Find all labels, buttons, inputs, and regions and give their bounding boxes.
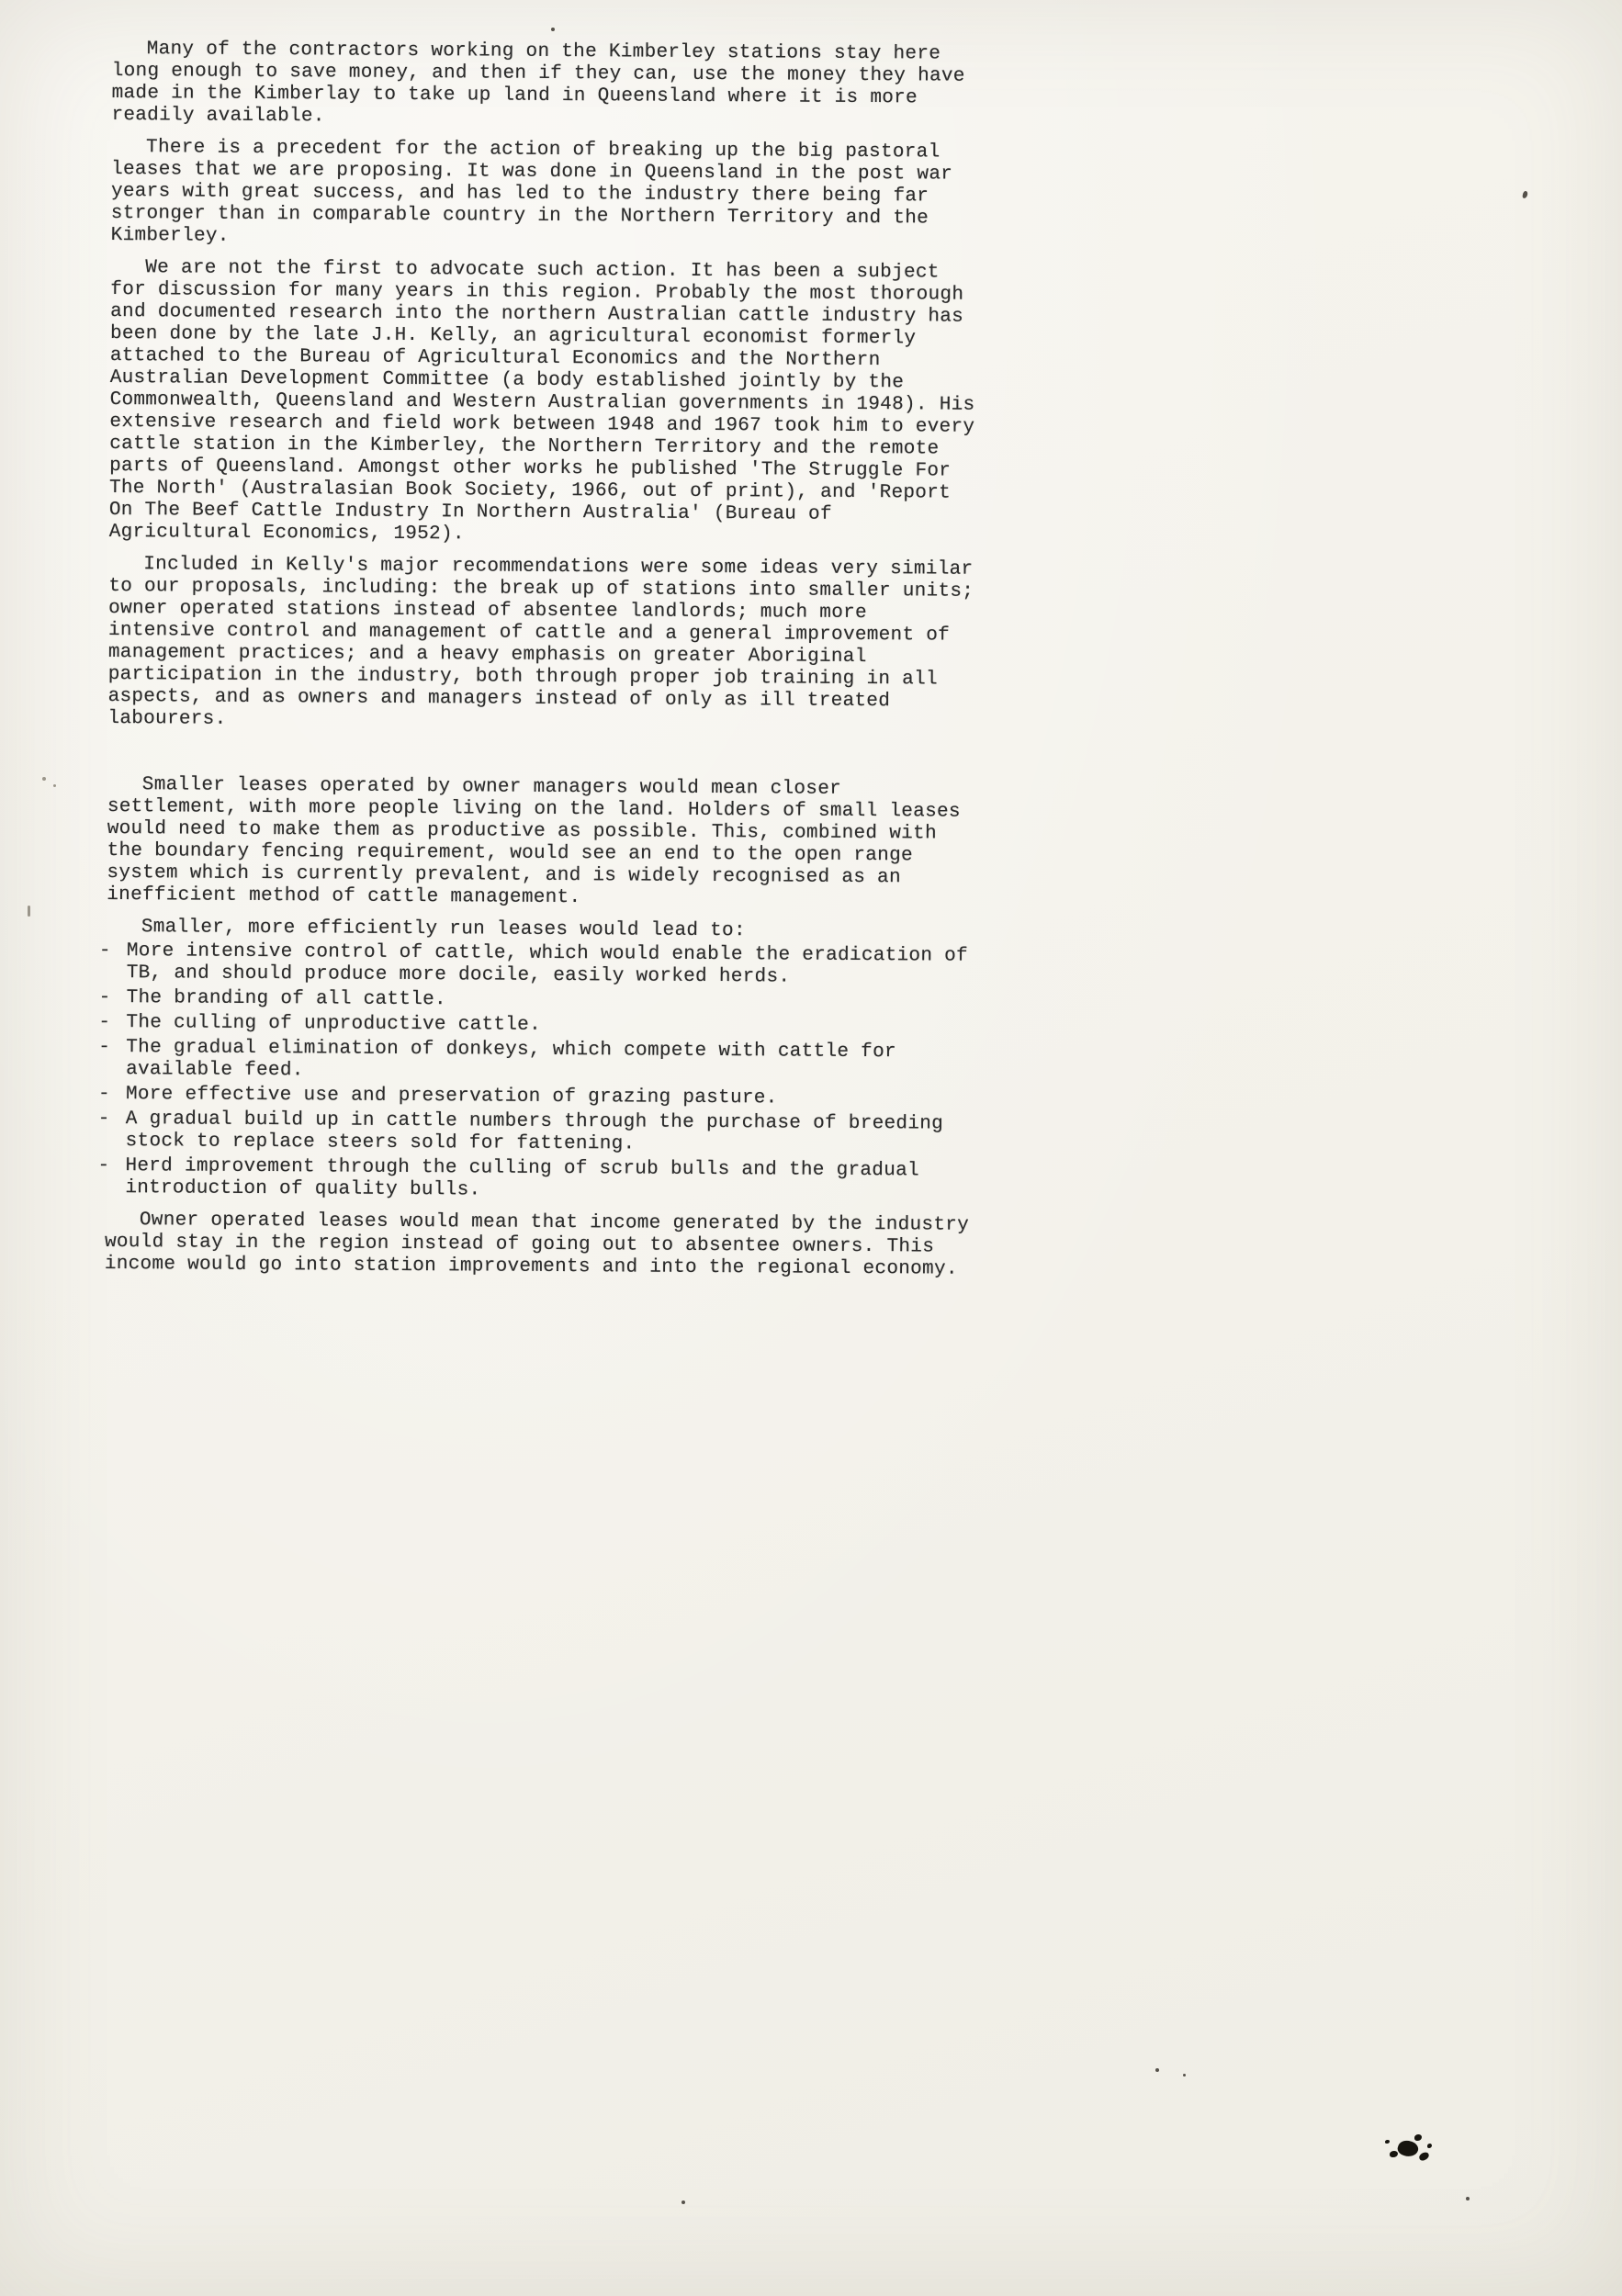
ink-speck — [551, 28, 555, 31]
paragraph-kelly-recommendations: Included in Kelly's major recommendations were some ideas very similar to our proposals, including: the break up of stations into smaller units; owner operated stations instead of absentee landlords; much more intensive control and management of cattle and a general improvement of management practices; and a heavy emphasis on greater Aboriginal participation in the industry, both through proper job training in all aspects, and as owners and managers instead of only as ill treated labourers. — [107, 554, 974, 730]
ink-speck — [1183, 2074, 1186, 2077]
ink-speck — [53, 784, 56, 787]
bullet-text: Herd improvement through the culling of scrub bulls and the gradual introduction of quality bulls. — [125, 1155, 919, 1201]
paragraph-lead-in: Smaller, more efficiently run leases would lead to: — [141, 917, 746, 942]
bullet-item — [98, 1109, 980, 1158]
bullet-text: The culling of unproductive cattle. — [126, 1012, 542, 1036]
bullet-item — [98, 1084, 980, 1111]
document-text — [97, 39, 986, 1291]
bullet-text: A gradual build up in cattle numbers through the purchase of breeding stock to replace steers sold for fattening. — [125, 1109, 944, 1155]
paragraph-contractors: Many of the contractors working on the Kimberley stations stay here long enough to save money, and then if they can, use the money they have made in the Kimberlay to take up land in Queensland where it is more readily available. — [111, 39, 965, 128]
ink-speck — [1522, 191, 1528, 199]
ink-speck — [681, 2200, 685, 2204]
bullet-text: The gradual elimination of donkeys, which compete with cattle for available feed. — [126, 1037, 896, 1082]
bullet-marker: - — [98, 940, 111, 962]
bullet-item — [98, 1037, 980, 1086]
ink-blot — [1385, 2133, 1436, 2173]
ink-speck — [28, 906, 30, 917]
bullet-item — [98, 1012, 980, 1040]
bullet-text: More effective use and preservation of grazing pasture. — [125, 1084, 778, 1109]
bullet-item — [99, 987, 981, 1015]
bullet-marker: - — [98, 1011, 111, 1034]
bullet-text: More intensive control of cattle, which would enable the eradication of TB, and should produce more docile, easily worked herds. — [126, 940, 969, 988]
paragraph-kelly-research: We are not the first to advocate such action. It has been a subject for discussion for many years in this region. Probably the most thorough and documented research into the northern Australian cattle industry has been done by the late J.H. Kelly, an agricultural economist formerly attached to the Bureau of Agricultural Economics and the Northern Australian Development Committee (a body established jointly by the Commonwealth, Queensland and Western Australian governments in 1948). His extensive research and field work between 1948 and 1967 took him to every cattle station in the Kimberley, the Northern Territory and the remote parts of Queensland. Amongst other works he published 'The Struggle For The North' (Australasian Book Society, 1966, out of print), and 'Report On The Beef Cattle Industry In Northern Australia' (Bureau of Agricultural Economics, 1952). — [108, 257, 975, 546]
bullet-marker: - — [97, 1108, 110, 1131]
bullet-marker: - — [97, 1083, 110, 1106]
ink-speck — [1155, 2068, 1159, 2072]
bullet-text: The branding of all cattle. — [126, 987, 447, 1011]
bullet-marker: - — [98, 1036, 111, 1059]
paragraph-closing: Owner operated leases would mean that income generated by the industry would stay in the region instead of going out to absentee owners. This income would go into station improvements and into the regional economy. — [104, 1210, 970, 1280]
bullet-item — [99, 940, 981, 990]
bullet-item — [97, 1155, 979, 1205]
bullet-marker: - — [97, 1154, 110, 1177]
ink-speck — [1466, 2197, 1470, 2200]
paragraph-smaller-leases: Smaller leases operated by owner managers would mean closer settlement, with more people living on the land. Holders of small leases would need to make them as productive as possible. This, combined with the boundary fencing requirement, would see an end to the open range system which is currently prevalent, and is widely recognised as an inefficient method of cattle management. — [107, 774, 961, 909]
paragraph-precedent: There is a precedent for the action of breaking up the big pastoral leases that we are proposing. It was done in Queensland in the post war years with great success, and has led to the industry there being far stronger than in comparable country in the Northern Territory and the Kimberley. — [110, 137, 953, 247]
bullet-marker: - — [98, 986, 111, 1009]
ink-speck — [42, 777, 46, 781]
